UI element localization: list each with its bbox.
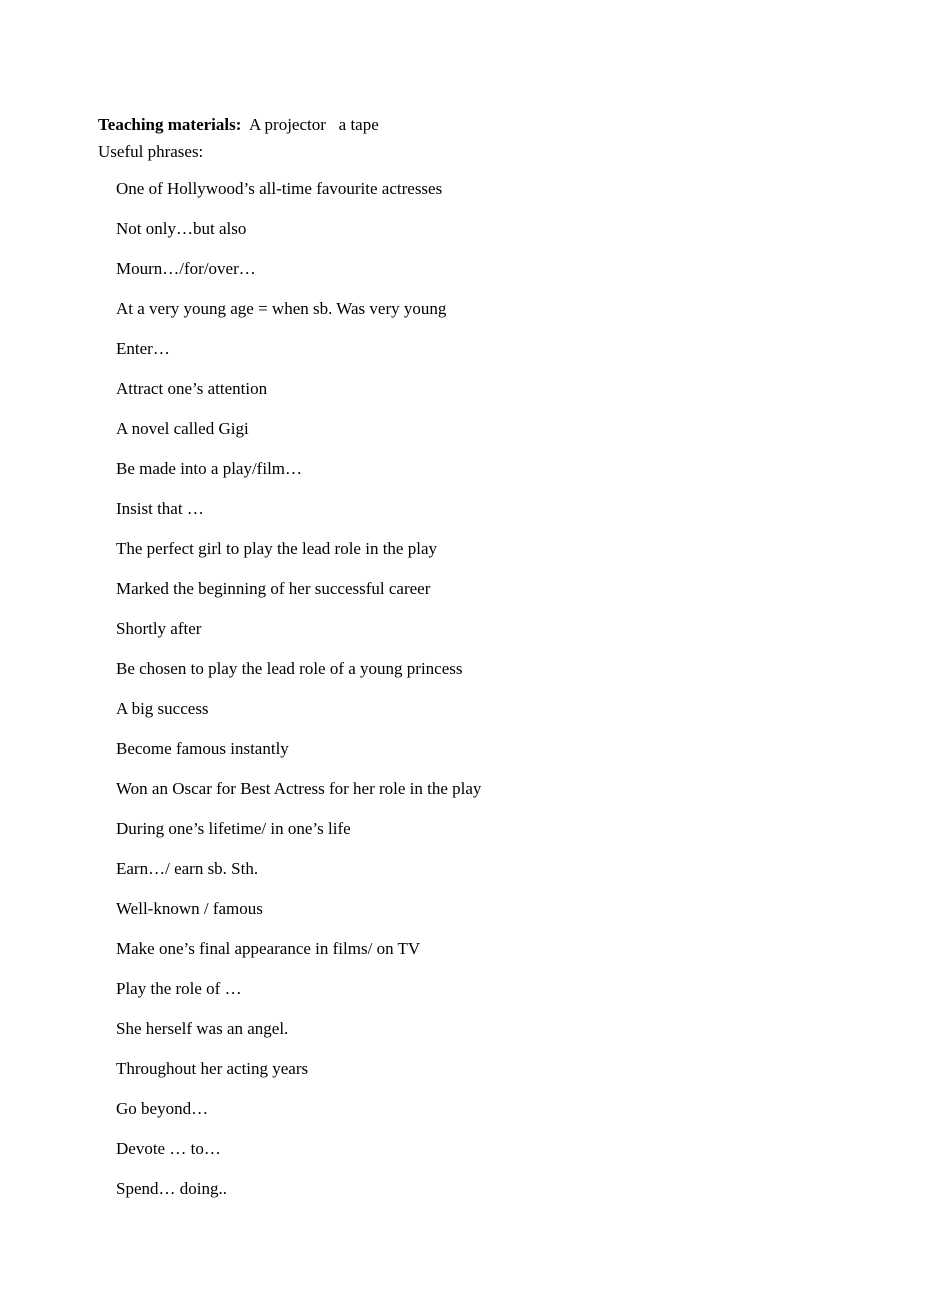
phrase-item: Spend… doing.. <box>116 1179 227 1198</box>
phrase-item: Throughout her acting years <box>116 1059 309 1078</box>
teaching-materials-line <box>98 111 379 138</box>
phrase-item: During one’s lifetime/ in one’s life <box>116 819 351 838</box>
phrase-list <box>116 178 481 1218</box>
phrase-item: Mourn…/for/over… <box>116 259 256 278</box>
phrase-item: Marked the beginning of her successful career <box>116 579 431 598</box>
phrase-item: Enter… <box>116 339 170 358</box>
phrase-item: Insist that … <box>116 499 204 518</box>
teaching-materials-value: A projector a tape <box>248 115 379 134</box>
phrase-item: Shortly after <box>116 619 202 638</box>
header-block <box>98 111 379 165</box>
phrase-item: Be chosen to play the lead role of a young princess <box>116 659 463 678</box>
phrase-item: Won an Oscar for Best Actress for her role in the play <box>116 779 482 798</box>
useful-phrases-label: Useful phrases: <box>98 142 204 161</box>
teaching-materials-label: Teaching materials: <box>98 115 242 134</box>
phrase-item: One of Hollywood’s all-time favourite actresses <box>116 179 443 198</box>
phrase-item: Well-known / famous <box>116 899 263 918</box>
phrase-item: At a very young age = when sb. Was very young <box>116 299 447 318</box>
phrase-item: She herself was an angel. <box>116 1019 289 1038</box>
phrase-item: Become famous instantly <box>116 739 289 758</box>
phrase-item: Play the role of … <box>116 979 242 998</box>
phrase-item: Earn…/ earn sb. Sth. <box>116 859 259 878</box>
phrase-item: Make one’s final appearance in films/ on TV <box>116 939 421 958</box>
phrase-item: Go beyond… <box>116 1099 209 1118</box>
phrase-item: The perfect girl to play the lead role in the play <box>116 539 437 558</box>
phrase-item: Devote … to… <box>116 1139 221 1158</box>
phrase-item: Be made into a play/film… <box>116 459 303 478</box>
phrase-item: Not only…but also <box>116 219 247 238</box>
phrase-item: A big success <box>116 699 209 718</box>
phrase-item: A novel called Gigi <box>116 419 249 438</box>
phrase-item: Attract one’s attention <box>116 379 268 398</box>
